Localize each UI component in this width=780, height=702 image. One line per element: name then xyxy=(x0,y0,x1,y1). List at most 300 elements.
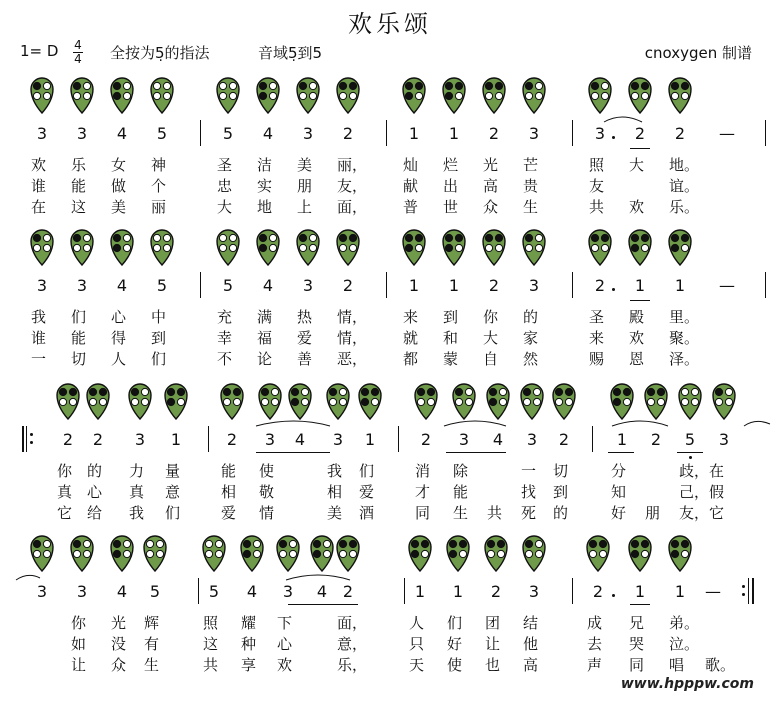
lyric-text: 出 xyxy=(443,177,459,195)
lyric-text: 圣 xyxy=(589,308,605,326)
ocarina-fingering-icon xyxy=(358,382,382,420)
note: 1 xyxy=(634,276,646,295)
ocarina-fingering-icon xyxy=(552,382,576,420)
note: 4 xyxy=(316,582,328,601)
lyric-text: 到 xyxy=(443,308,459,326)
lyric-text: 做 xyxy=(111,177,127,195)
lyric-text: 哭 xyxy=(629,635,645,653)
lyric-text: 让 xyxy=(71,656,87,674)
lyric-text: 朋 xyxy=(645,504,661,522)
eighth-underline xyxy=(608,452,634,453)
lyric-text: 来 xyxy=(403,308,419,326)
note: 2 xyxy=(594,276,606,295)
ocarina-fingering-icon xyxy=(296,228,320,266)
ocarina-fingering-icon xyxy=(522,534,546,572)
lyric-text: 自 xyxy=(483,350,499,368)
lyric-text: 光 xyxy=(483,156,499,174)
ocarina-fingering-icon xyxy=(216,228,240,266)
lyric-text: 谁 xyxy=(31,177,47,195)
lyric-text: 贵 xyxy=(523,177,539,195)
lyric-text: 和 xyxy=(443,329,459,347)
note: 1 xyxy=(452,582,464,601)
bar-line xyxy=(200,120,201,146)
lyric-text: 面， xyxy=(337,614,368,632)
lyric-text: 生 xyxy=(144,656,160,674)
bar-line xyxy=(572,578,573,604)
lyric-text: 能 xyxy=(453,483,469,501)
lyric-text: 高 xyxy=(523,656,539,674)
lyric-text: 们 xyxy=(71,308,87,326)
lyric-text: 情 xyxy=(259,504,275,522)
lyric-text: 美 xyxy=(111,198,127,216)
lyric-text: 然 xyxy=(523,350,539,368)
lyric-text: 来 xyxy=(589,329,605,347)
lyric-text: 弟。 xyxy=(669,614,700,632)
ocarina-fingering-icon xyxy=(628,228,652,266)
ocarina-fingering-icon xyxy=(452,382,476,420)
note: 4 xyxy=(262,124,274,143)
lyric-text: 里。 xyxy=(669,308,700,326)
lyric-text: 恩 xyxy=(629,350,645,368)
lyric-text: 论 xyxy=(257,350,273,368)
note: 3 xyxy=(36,124,48,143)
ocarina-fingering-icon xyxy=(276,534,300,572)
note: 2 xyxy=(226,430,238,449)
lyric-text: 欢 xyxy=(629,329,645,347)
lyric-text: 爱 xyxy=(221,504,237,522)
lyric-text: 献 xyxy=(403,177,419,195)
lyric-text: 得 xyxy=(111,329,127,347)
note: 3 xyxy=(528,124,540,143)
lyric-text: 充 xyxy=(217,308,233,326)
note: 3 xyxy=(76,124,88,143)
note: 5 xyxy=(222,276,234,295)
slur xyxy=(612,421,668,426)
lyric-text: 团 xyxy=(485,614,501,632)
note: 2 xyxy=(650,430,662,449)
ocarina-fingering-icon xyxy=(712,382,736,420)
lyric-text: 我 xyxy=(31,308,47,326)
lyric-text: 生 xyxy=(523,198,539,216)
ocarina-fingering-icon xyxy=(288,382,312,420)
slur xyxy=(16,575,40,580)
lyric-text: 都 xyxy=(403,350,419,368)
lyric-text: 照 xyxy=(589,156,605,174)
lyric-text: 相 xyxy=(221,483,237,501)
note: — xyxy=(719,276,735,295)
lyric-text: 同 xyxy=(629,656,645,674)
lyric-text: 在 xyxy=(31,198,47,216)
lyric-text: 己，假 xyxy=(679,483,725,501)
lyric-text: 声 xyxy=(587,656,603,674)
lyric-text: 聚。 xyxy=(669,329,700,347)
lyric-text: 消 xyxy=(415,462,431,480)
ocarina-fingering-icon xyxy=(220,382,244,420)
eighth-underline xyxy=(256,452,330,453)
page-title: 欢乐颂 xyxy=(348,10,432,38)
lyric-text: 除 xyxy=(453,462,469,480)
lyric-text: 共 xyxy=(589,198,605,216)
lyric-text: 女 xyxy=(111,156,127,174)
ocarina-fingering-icon xyxy=(70,228,94,266)
lyric-text: 面， xyxy=(337,198,368,216)
lyric-text: 敬 xyxy=(259,483,275,501)
lyric-text: 死 xyxy=(521,504,537,522)
ocarina-fingering-icon xyxy=(628,534,652,572)
lyric-text: 共 xyxy=(487,504,503,522)
lyric-text: 众 xyxy=(111,656,127,674)
ocarina-fingering-icon xyxy=(143,534,167,572)
note: 3 xyxy=(526,430,538,449)
note: 3 xyxy=(36,582,48,601)
lyric-text: 满 xyxy=(257,308,273,326)
note: 1 xyxy=(408,124,420,143)
slur xyxy=(444,421,506,426)
ocarina-fingering-icon xyxy=(336,228,360,266)
lyric-text: 能 xyxy=(71,329,87,347)
lyric-text: 们 xyxy=(165,504,181,522)
lyric-text: 友， xyxy=(337,177,368,195)
lyric-text: 不 xyxy=(217,350,233,368)
slur xyxy=(604,117,642,122)
key-signature: 1= D xyxy=(20,42,59,60)
note: 3 xyxy=(282,582,294,601)
note: 2 xyxy=(342,582,354,601)
lyric-text: 幸 xyxy=(217,329,233,347)
lyric-text: 知 xyxy=(611,483,627,501)
ocarina-fingering-icon xyxy=(668,534,692,572)
ocarina-fingering-icon xyxy=(70,534,94,572)
note: 5 xyxy=(222,124,234,143)
note: 4 xyxy=(492,430,504,449)
note: 1 xyxy=(674,276,686,295)
ocarina-fingering-icon xyxy=(628,76,652,114)
lyric-text: 泣。 xyxy=(669,635,700,653)
note: 1 xyxy=(634,582,646,601)
ocarina-fingering-icon xyxy=(216,76,240,114)
ocarina-fingering-icon xyxy=(310,534,334,572)
slur xyxy=(286,575,350,580)
note: 3 xyxy=(302,276,314,295)
lyric-text: 心 xyxy=(111,308,127,326)
augmentation-dot xyxy=(612,288,615,291)
lyric-text: 光 xyxy=(111,614,127,632)
ocarina-fingering-icon xyxy=(408,534,432,572)
eighth-underline xyxy=(630,300,650,301)
lyric-text: 们 xyxy=(447,614,463,632)
note: 5 xyxy=(684,430,696,449)
eighth-underline xyxy=(630,604,650,605)
note: 2 xyxy=(488,276,500,295)
lyric-text: 能 xyxy=(221,462,237,480)
eighth-underline xyxy=(630,148,650,149)
lyric-text: 圣 xyxy=(217,156,233,174)
ocarina-fingering-icon xyxy=(678,382,702,420)
note: 1 xyxy=(408,276,420,295)
note: 2 xyxy=(674,124,686,143)
lyric-text: 谁 xyxy=(31,329,47,347)
lyric-text: 善 xyxy=(297,350,313,368)
ocarina-fingering-icon xyxy=(486,382,510,420)
note: 4 xyxy=(294,430,306,449)
eighth-underline xyxy=(288,604,358,605)
lyric-text: 地 xyxy=(257,198,273,216)
lyric-text: 同 xyxy=(415,504,431,522)
lyric-text: 的 xyxy=(553,504,569,522)
lyric-text: 爱 xyxy=(297,329,313,347)
note: 3 xyxy=(594,124,606,143)
lyric-text: 一 xyxy=(521,462,537,480)
ocarina-fingering-icon xyxy=(110,76,134,114)
note: 5 xyxy=(208,582,220,601)
lyric-text: 结 xyxy=(523,614,539,632)
lyric-text: 歌。 xyxy=(705,656,736,674)
bar-line xyxy=(398,426,399,452)
note: 4 xyxy=(116,582,128,601)
author-credit: cnoxygen 制谱 xyxy=(644,44,752,62)
ocarina-fingering-icon xyxy=(336,76,360,114)
time-signature xyxy=(72,40,84,65)
note: 2 xyxy=(62,430,74,449)
lyric-text: 友 xyxy=(589,177,605,195)
note: 3 xyxy=(76,276,88,295)
lyric-text: 地。 xyxy=(669,156,700,174)
lyric-text: 使 xyxy=(447,656,463,674)
lyric-text: 歧，在 xyxy=(679,462,725,480)
lyric-text: 如 xyxy=(71,635,87,653)
lyric-text: 的 xyxy=(523,308,539,326)
note: 1 xyxy=(448,124,460,143)
note: 3 xyxy=(458,430,470,449)
ocarina-fingering-icon xyxy=(482,76,506,114)
lyric-text: 好 xyxy=(447,635,463,653)
note: 3 xyxy=(332,430,344,449)
note: 1 xyxy=(448,276,460,295)
bar-line xyxy=(592,426,593,452)
ocarina-fingering-icon xyxy=(336,534,360,572)
ocarina-fingering-icon xyxy=(56,382,80,420)
lyric-text: 殿 xyxy=(629,308,645,326)
ocarina-fingering-icon xyxy=(110,228,134,266)
bar-line xyxy=(572,272,573,298)
lyric-text: 辉 xyxy=(144,614,160,632)
ocarina-fingering-icon xyxy=(240,534,264,572)
bar-line xyxy=(572,120,573,146)
note: 2 xyxy=(634,124,646,143)
lyric-text: 心 xyxy=(277,635,293,653)
ocarina-fingering-icon xyxy=(402,76,426,114)
lyric-text: 众 xyxy=(483,198,499,216)
ocarina-fingering-icon xyxy=(586,534,610,572)
lyric-text: 有 xyxy=(144,635,160,653)
lyric-text: 美 xyxy=(327,504,343,522)
lyric-text: 找 xyxy=(521,483,537,501)
augmentation-dot xyxy=(612,594,615,597)
ocarina-fingering-icon xyxy=(522,228,546,266)
lyric-text: 切 xyxy=(553,462,569,480)
ocarina-fingering-icon xyxy=(484,534,508,572)
lyric-text: 丽 xyxy=(151,198,167,216)
lyric-text: 也 xyxy=(485,656,501,674)
fingering-note: 全按为5̣的指法 xyxy=(110,44,210,62)
note: — xyxy=(719,124,735,143)
bar-line xyxy=(198,578,199,604)
lyric-text: 们 xyxy=(359,462,375,480)
note: 2 xyxy=(342,276,354,295)
note: 3 xyxy=(528,276,540,295)
lyric-text: 热 xyxy=(297,308,313,326)
lyric-text: 成 xyxy=(587,614,603,632)
lyric-text: 神 xyxy=(151,156,167,174)
lyric-text: 大 xyxy=(629,156,645,174)
note: 3 xyxy=(134,430,146,449)
lyric-text: 到 xyxy=(553,483,569,501)
ocarina-fingering-icon xyxy=(402,228,426,266)
lyric-text: 唱 xyxy=(669,656,685,674)
ocarina-fingering-icon xyxy=(442,228,466,266)
range-note: 音域5̣到5 xyxy=(258,44,323,62)
lyric-text: 忠 xyxy=(217,177,233,195)
eighth-underline xyxy=(677,452,703,453)
ocarina-fingering-icon xyxy=(202,534,226,572)
lyric-text: 照 xyxy=(203,614,219,632)
note: — xyxy=(705,582,721,601)
lyric-text: 量 xyxy=(165,462,181,480)
lyric-text: 欢 xyxy=(31,156,47,174)
note: 4 xyxy=(116,124,128,143)
lyric-text: 意 xyxy=(165,483,181,501)
lyric-text: 让 xyxy=(485,635,501,653)
bar-line xyxy=(386,272,387,298)
note: 3 xyxy=(264,430,276,449)
note: 5 xyxy=(156,124,168,143)
bar-line xyxy=(765,272,766,298)
lyric-text: 实 xyxy=(257,177,273,195)
lyric-text: 一 xyxy=(31,350,47,368)
ocarina-fingering-icon xyxy=(30,228,54,266)
ocarina-fingering-icon xyxy=(326,382,350,420)
lyric-text: 共 xyxy=(203,656,219,674)
ocarina-fingering-icon xyxy=(588,76,612,114)
time-signature-denominator: 4 xyxy=(74,52,82,66)
ocarina-fingering-icon xyxy=(482,228,506,266)
note: 2 xyxy=(592,582,604,601)
lyric-text: 人 xyxy=(409,614,425,632)
lyric-text: 乐， xyxy=(337,656,368,674)
lyric-text: 普 xyxy=(403,198,419,216)
lyric-text: 家 xyxy=(523,329,539,347)
lyric-text: 大 xyxy=(483,329,499,347)
augmentation-dot xyxy=(612,136,615,139)
lyric-text: 灿 xyxy=(403,156,419,174)
lyric-text: 他 xyxy=(523,635,539,653)
lyric-text: 欢 xyxy=(629,198,645,216)
watermark: www.hpppw.com xyxy=(620,676,754,692)
lyric-text: 福 xyxy=(257,329,273,347)
note: 1 xyxy=(364,430,376,449)
lyric-text: 切 xyxy=(71,350,87,368)
lyric-text: 就 xyxy=(403,329,419,347)
ocarina-fingering-icon xyxy=(644,382,668,420)
ocarina-fingering-icon xyxy=(296,76,320,114)
ocarina-fingering-icon xyxy=(150,228,174,266)
ocarina-fingering-icon xyxy=(668,76,692,114)
lyric-text: 友，它 xyxy=(679,504,725,522)
time-signature-numerator: 4 xyxy=(74,38,82,52)
lyric-text: 耀 xyxy=(241,614,257,632)
lyric-text: 芒 xyxy=(523,156,539,174)
lyric-text: 高 xyxy=(483,177,499,195)
lyric-text: 谊。 xyxy=(669,177,700,195)
note: 1 xyxy=(414,582,426,601)
lyric-text: 世 xyxy=(443,198,459,216)
augmentation-dot xyxy=(689,456,692,459)
ocarina-fingering-icon xyxy=(442,76,466,114)
lyric-text: 我 xyxy=(327,462,343,480)
lyric-text: 到 xyxy=(151,329,167,347)
lyric-text: 你 xyxy=(483,308,499,326)
note: 2 xyxy=(490,582,502,601)
bar-line xyxy=(404,578,405,604)
lyric-text: 情， xyxy=(337,329,368,347)
lyric-text: 情， xyxy=(337,308,368,326)
lyric-text: 恶， xyxy=(337,350,368,368)
lyric-text: 去 xyxy=(587,635,603,653)
note: 3 xyxy=(718,430,730,449)
lyric-text: 没 xyxy=(111,635,127,653)
lyric-text: 生 xyxy=(453,504,469,522)
lyric-text: 烂 xyxy=(443,156,459,174)
lyric-text: 乐。 xyxy=(669,198,700,216)
note: 5 xyxy=(156,276,168,295)
lyric-text: 美 xyxy=(297,156,313,174)
lyric-text: 真 xyxy=(57,483,73,501)
lyric-text: 才 xyxy=(415,483,431,501)
lyric-text: 欢 xyxy=(277,656,293,674)
note: 4 xyxy=(262,276,274,295)
lyric-text: 人 xyxy=(111,350,127,368)
note: 2 xyxy=(488,124,500,143)
lyric-text: 朋 xyxy=(297,177,313,195)
lyric-text: 上 xyxy=(297,198,313,216)
ocarina-fingering-icon xyxy=(256,228,280,266)
ocarina-fingering-icon xyxy=(164,382,188,420)
lyric-text: 个 xyxy=(151,177,167,195)
note: 3 xyxy=(528,582,540,601)
lyric-text: 大 xyxy=(217,198,233,216)
lyric-text: 酒 xyxy=(359,504,375,522)
lyric-text: 只 xyxy=(409,635,425,653)
lyric-text: 蒙 xyxy=(443,350,459,368)
note: 4 xyxy=(116,276,128,295)
lyric-text: 们 xyxy=(151,350,167,368)
lyric-text: 丽， xyxy=(337,156,368,174)
lyric-text: 心 xyxy=(87,483,103,501)
lyric-text: 给 xyxy=(87,504,103,522)
lyric-text: 能 xyxy=(71,177,87,195)
lyric-text: 赐 xyxy=(589,350,605,368)
lyric-text: 泽。 xyxy=(669,350,700,368)
note: 2 xyxy=(92,430,104,449)
lyric-text: 真 xyxy=(129,483,145,501)
note: 2 xyxy=(342,124,354,143)
lyric-text: 它 xyxy=(57,504,73,522)
bar-line xyxy=(765,120,766,146)
note: 1 xyxy=(674,582,686,601)
lyric-text: 洁 xyxy=(257,156,273,174)
lyric-text: 我 xyxy=(129,504,145,522)
ocarina-fingering-icon xyxy=(522,76,546,114)
